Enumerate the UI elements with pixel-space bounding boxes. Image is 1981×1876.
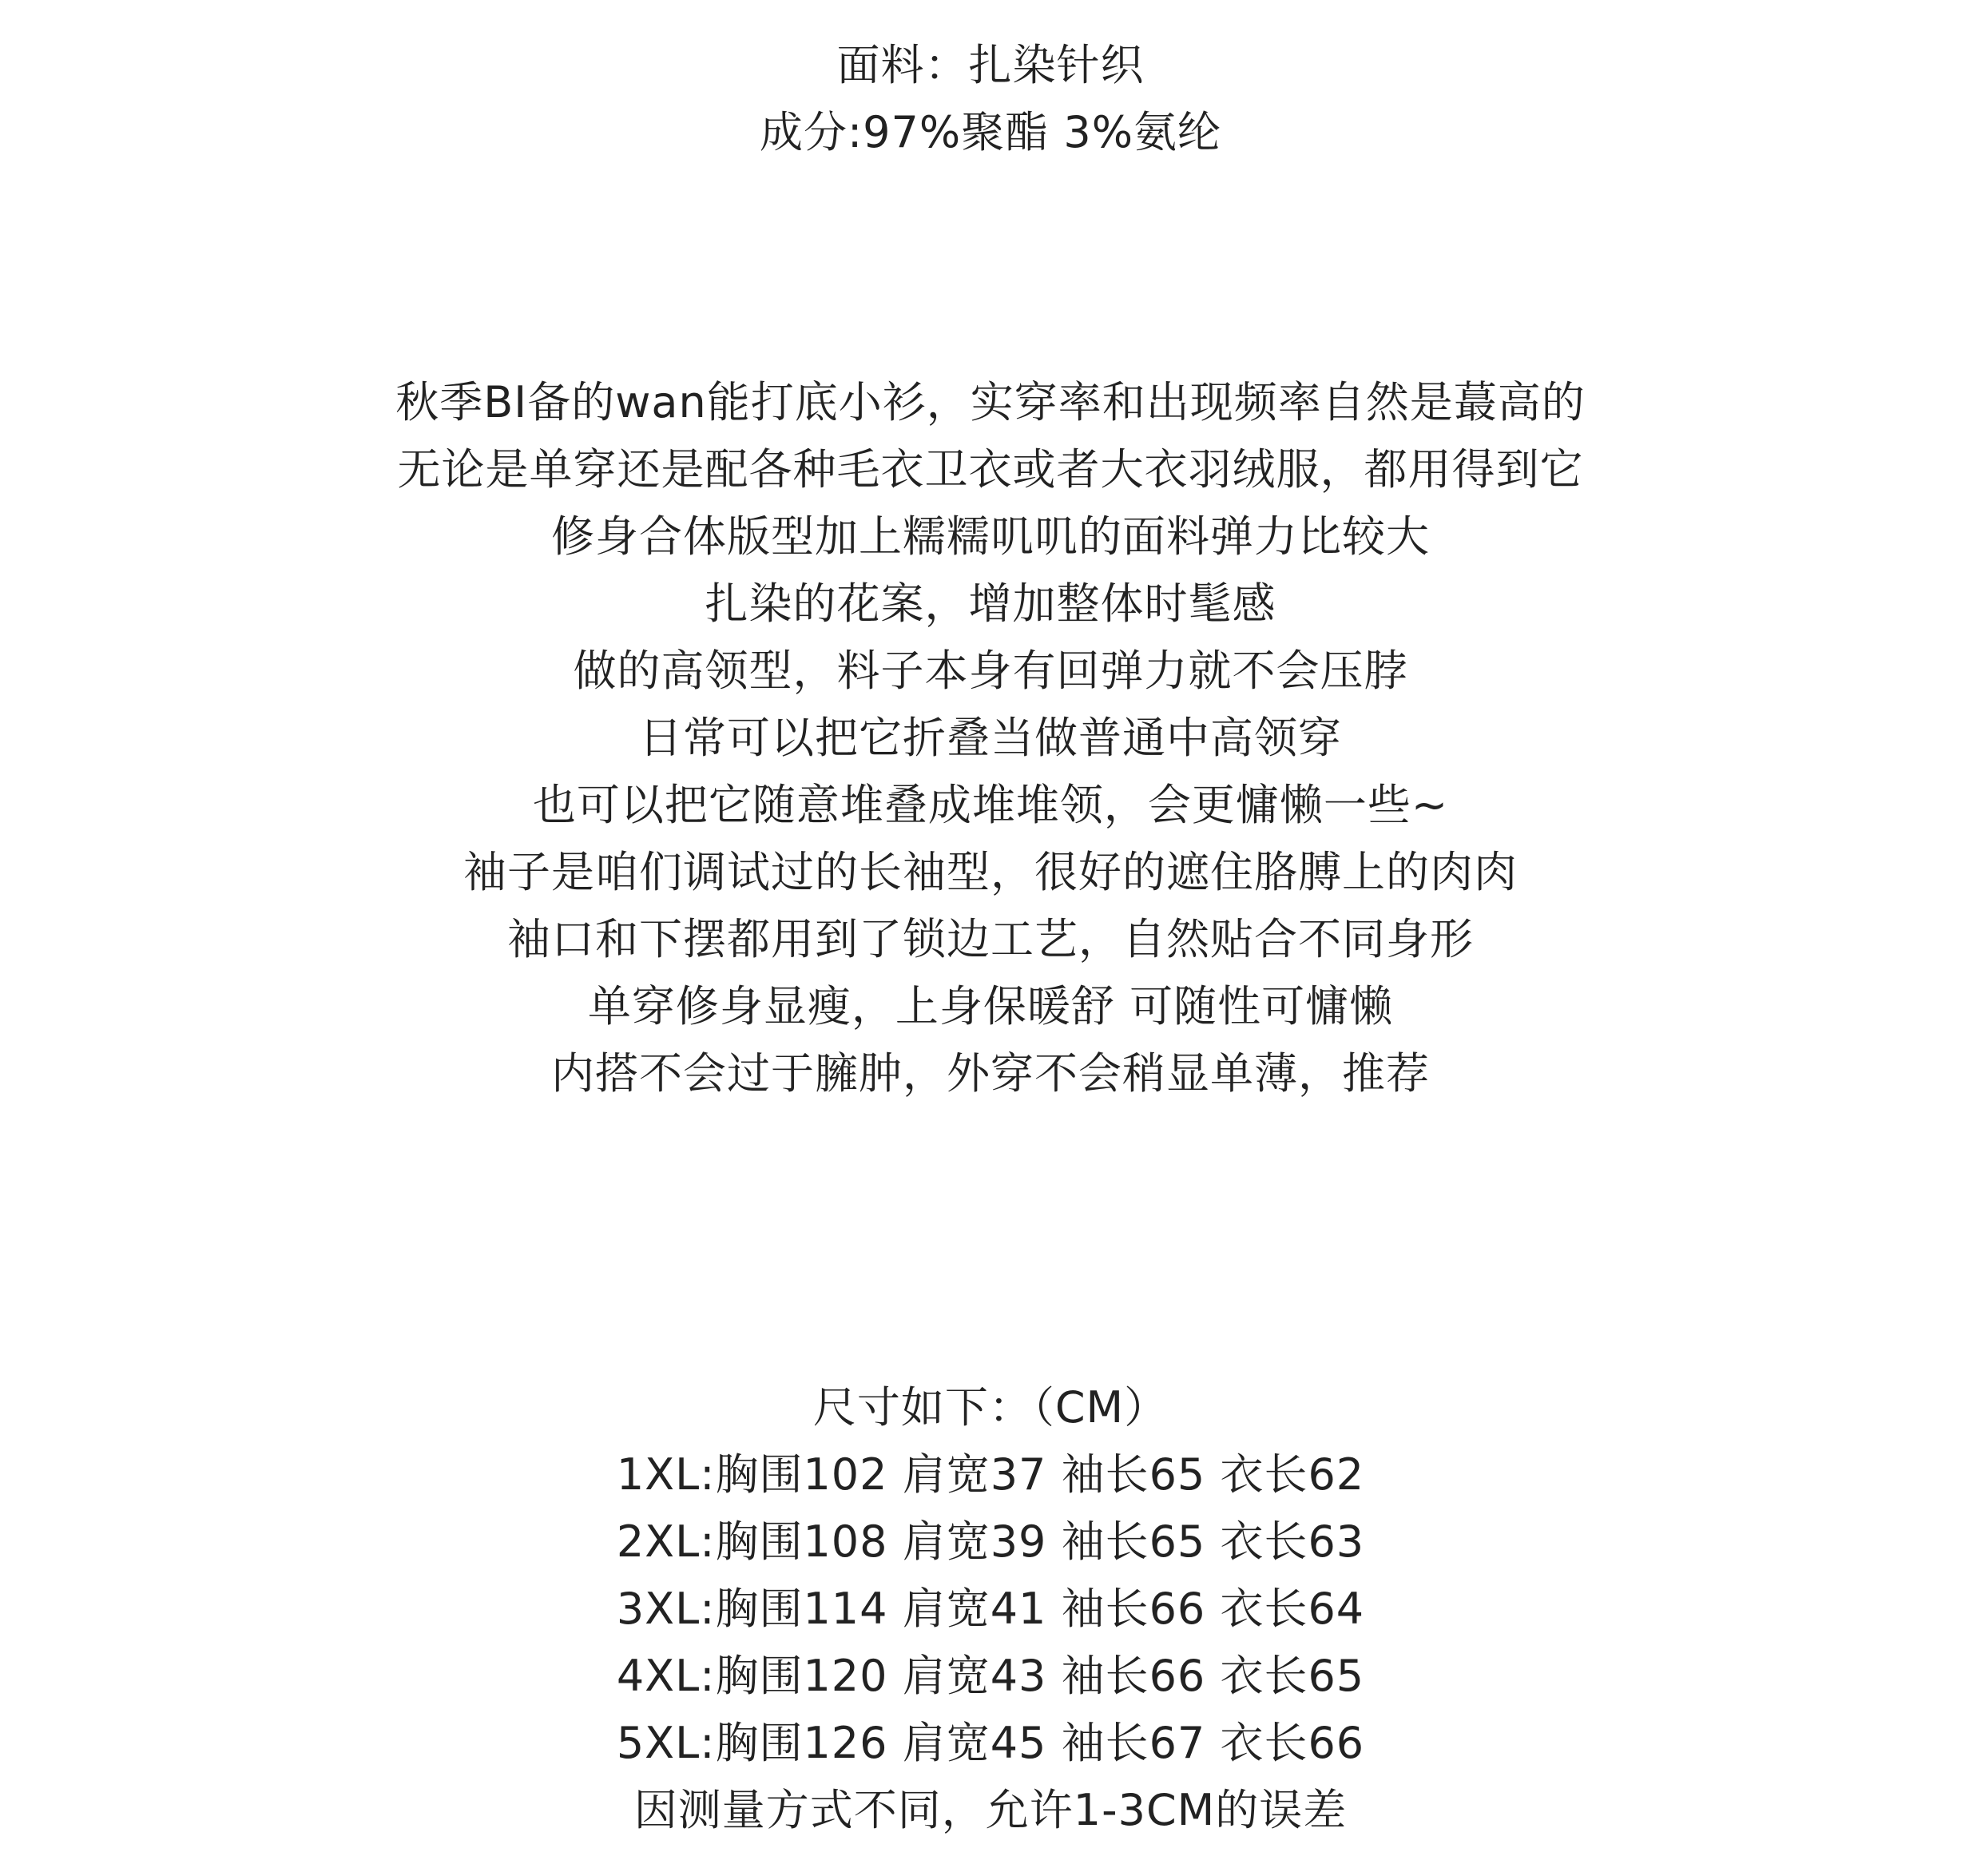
description-line: 单穿修身显瘦，上身保暖舒 可随性可慵懒 [587, 981, 1394, 1031]
size-row: 2XL:胸围108 肩宽39 袖长65 衣长63 [616, 1516, 1365, 1567]
description-line: 也可以把它随意堆叠成堆堆领，会更慵懒一些~ [532, 780, 1449, 830]
description-line: 修身合体版型加上糯糯叽叽的面料弹力比较大 [551, 511, 1430, 562]
size-chart-title: 尺寸如下：（CM） [812, 1382, 1169, 1433]
size-row: 3XL:胸围114 肩宽41 袖长66 衣长64 [616, 1584, 1365, 1634]
description-line: 扎染的花案，增加整体时髦感 [705, 578, 1276, 629]
fabric-info [0, 32, 1981, 166]
description-line: 秋季BI备的wan能打底小衫，实穿率和出现频率自然是蕞高的 [395, 377, 1586, 427]
size-row: 5XL:胸围126 肩宽45 袖长67 衣长66 [616, 1718, 1365, 1768]
fabric-material: 面料：扎染针织 [836, 40, 1145, 90]
product-description [0, 369, 1981, 1107]
description-line: 日常可以把它折叠当做普通中高领穿 [639, 713, 1342, 763]
description-line: 袖口和下摆都用到了锁边工艺，自然贴合不同身形 [507, 914, 1474, 964]
description-line: 内搭不会过于臃肿，外穿不会稍显单薄，推荐 [551, 1048, 1430, 1099]
size-chart [0, 1374, 1981, 1844]
description-line: 袖子是咱们调试过的长袖型，很好的遮住胳膊上的肉肉 [463, 847, 1518, 897]
fabric-composition: 成分:97%聚酯 3%氨纶 [759, 107, 1222, 157]
description-line: 做的高领型，料子本身有回弹力就不会压脖 [573, 646, 1408, 696]
measurement-note: 因测量方式不同，允许1-3CM的误差 [633, 1785, 1348, 1835]
size-row: 4XL:胸围120 肩宽43 袖长66 衣长65 [616, 1651, 1365, 1701]
description-line: 无论是单穿还是配各种毛衣卫衣或者大衣羽绒服，都用得到它 [397, 444, 1584, 495]
size-row: 1XL:胸围102 肩宽37 袖长65 衣长62 [616, 1449, 1365, 1500]
